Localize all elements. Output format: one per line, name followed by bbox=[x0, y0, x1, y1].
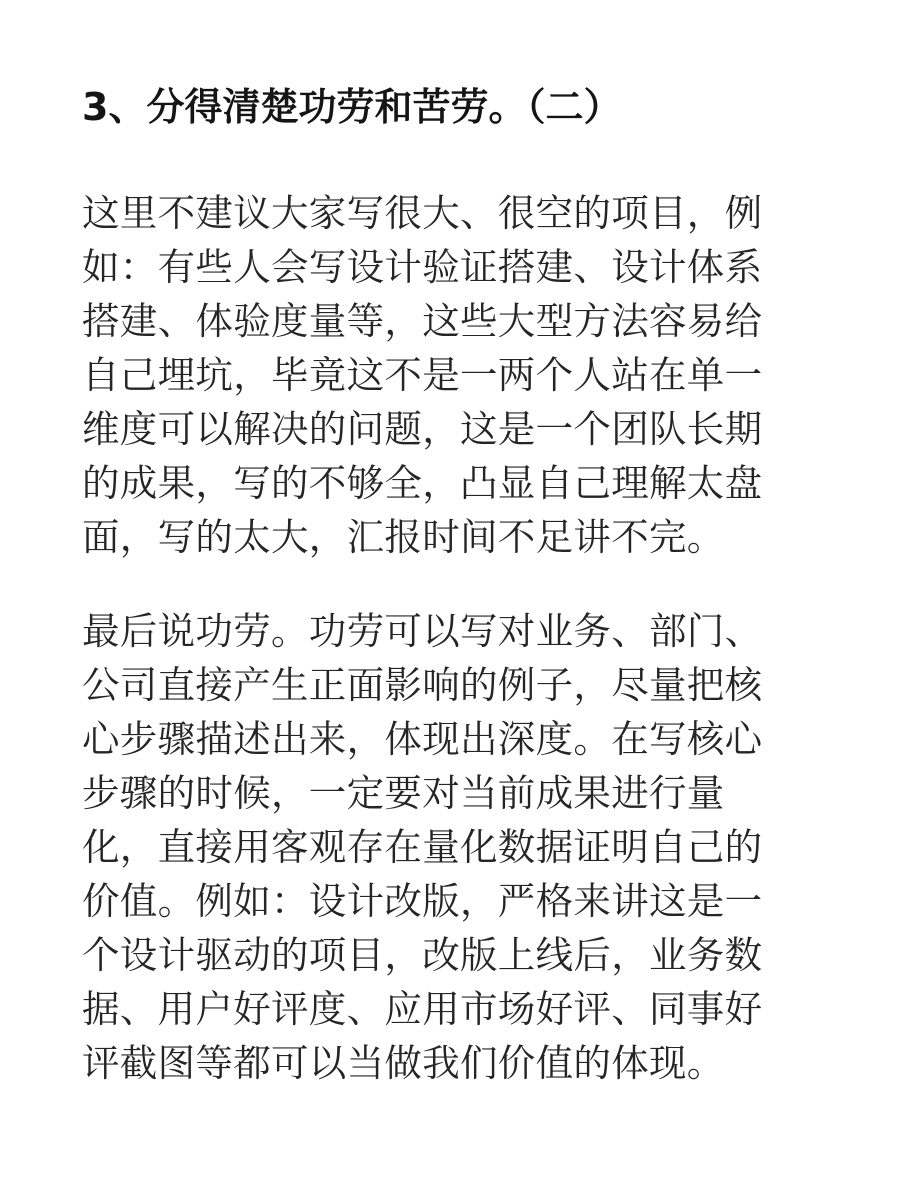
text-line: 这里不建议大家写很大、很空的项目，例 bbox=[82, 191, 763, 235]
paragraph-projects-advice bbox=[82, 186, 762, 564]
paragraph-merit-advice bbox=[82, 604, 762, 1090]
text-line: 价值。例如：设计改版，严格来讲这是一 bbox=[82, 879, 763, 923]
text-line: 个设计驱动的项目，改版上线后，业务数 bbox=[82, 933, 763, 977]
text-line: 搭建、体验度量等，这些大型方法容易给 bbox=[82, 299, 763, 343]
text-line: 如：有些人会写设计验证搭建、设计体系 bbox=[82, 245, 763, 289]
text-line: 面，写的太大，汇报时间不足讲不完。 bbox=[82, 515, 725, 559]
article-heading: 3、分得清楚功劳和苦劳。（二） bbox=[82, 85, 622, 129]
text-line: 步骤的时候，一定要对当前成果进行量 bbox=[82, 771, 725, 815]
text-line: 的成果，写的不够全，凸显自己理解太盘 bbox=[82, 461, 763, 505]
text-line: 据、用户好评度、应用市场好评、同事好 bbox=[82, 987, 763, 1031]
text-line: 心步骤描述出来，体现出深度。在写核心 bbox=[82, 717, 763, 761]
text-line: 公司直接产生正面影响的例子，尽量把核 bbox=[82, 663, 763, 707]
text-line: 化，直接用客观存在量化数据证明自己的 bbox=[82, 825, 763, 869]
text-line: 评截图等都可以当做我们价值的体现。 bbox=[82, 1041, 725, 1085]
text-line: 维度可以解决的问题，这是一个团队长期 bbox=[82, 407, 763, 451]
text-line: 自己埋坑，毕竟这不是一两个人站在单一 bbox=[82, 353, 763, 397]
text-line: 最后说功劳。功劳可以写对业务、部门、 bbox=[82, 609, 763, 653]
